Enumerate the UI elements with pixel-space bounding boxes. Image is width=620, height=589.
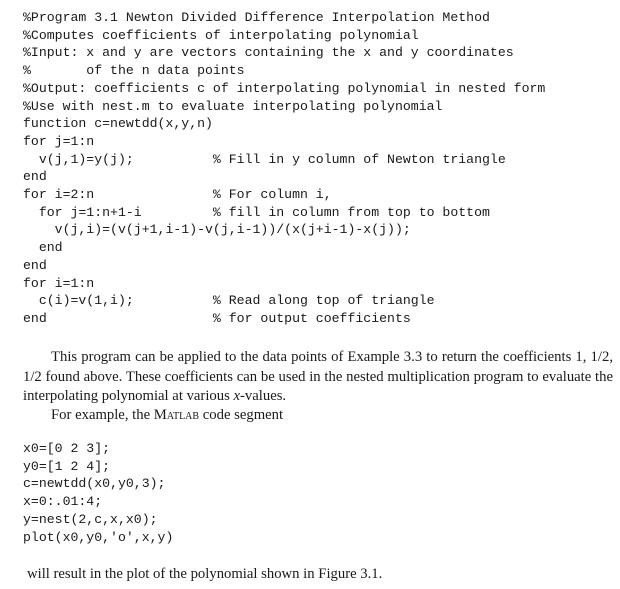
code-line: x=0:.01:4; (23, 494, 103, 510)
code-line: y0=[1 2 4]; (23, 458, 111, 474)
code-line: for i=1:n (23, 275, 95, 291)
paragraph-text: This program can be applied to the data points of Example 3.3 to return the coefficients 1, 1/2, 1/2 found above. These coefficients can be used in the nested multiplication program to evaluate the interpolating polynomial at various (23, 349, 613, 404)
code-line: %Computes coefficients of interpolating polynomial (23, 27, 419, 43)
code-line: for j=1:n+1-i % fill in column from top to bottom (23, 204, 490, 220)
paragraph-text-tail: code segment (199, 407, 284, 423)
body-paragraph (51, 406, 611, 426)
code-line: end % for output coefficients (23, 310, 411, 326)
code-line: end (23, 257, 47, 273)
body-paragraph: will result in the plot of the polynomial shown in Figure 3.1. (27, 566, 383, 582)
code-line: plot(x0,y0,'o',x,y) (23, 529, 174, 545)
code-line: c(i)=v(1,i); % Read along top of triangle (23, 293, 435, 309)
code-line: % of the n data points (23, 63, 245, 79)
variable-x: x (233, 388, 241, 404)
code-line: %Program 3.1 Newton Divided Difference Interpolation Method (23, 10, 490, 25)
paragraph-text: For example, the (51, 407, 154, 423)
code-line: x0=[0 2 3]; (23, 441, 111, 456)
code-line: v(j,i)=(v(j+1,i-1)-v(j,i-1))/(x(j+i-1)-x(j)); (23, 222, 411, 238)
code-line: c=newtdd(x0,y0,3); (23, 476, 166, 492)
code-line: end (23, 169, 47, 185)
code-line: v(j,1)=y(j); % Fill in y column of Newton triangle (23, 151, 506, 167)
code-line: for j=1:n (23, 133, 95, 149)
code-line: end (23, 240, 63, 256)
code-line: y=nest(2,c,x,x0); (23, 511, 158, 527)
body-paragraph (23, 348, 613, 407)
code-line: for i=2:n % For column i, (23, 187, 332, 202)
code-line: %Use with nest.m to evaluate interpolating polynomial (23, 98, 443, 114)
code-line: %Input: x and y are vectors containing the x and y coordinates (23, 45, 514, 61)
paragraph-text-tail: -values. (240, 388, 287, 404)
code-line: function c=newtdd(x,y,n) (23, 116, 213, 132)
code-line: %Output: coefficients c of interpolating polynomial in nested form (23, 80, 546, 96)
matlab-name: Matlab (153, 407, 200, 423)
